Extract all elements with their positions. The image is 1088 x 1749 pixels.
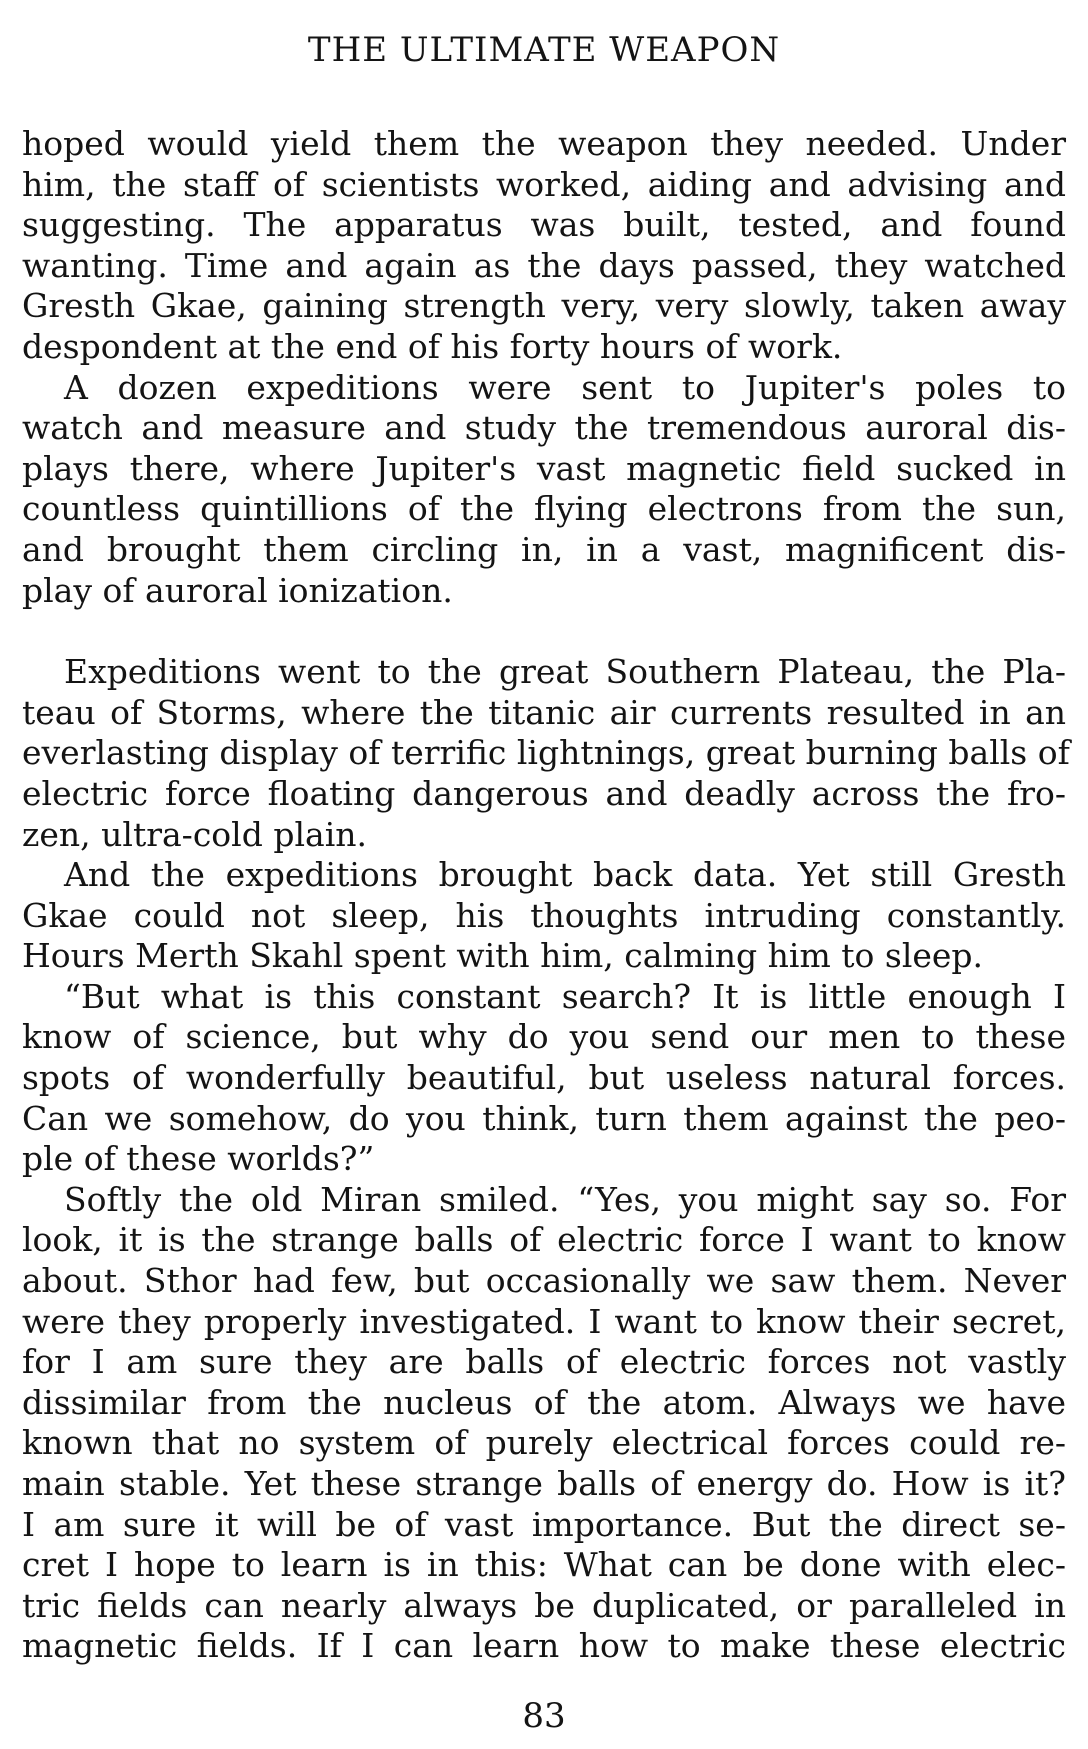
text-line: Gresth Gkae, gaining strength very, very slowly, taken away [22, 286, 1066, 326]
text-line: wanting. Time and again as the days passed, they watched [22, 245, 1066, 285]
text-line: I am sure it will be of vast importance. But the direct se- [22, 1504, 1066, 1544]
running-header: THE ULTIMATE WEAPON [307, 30, 781, 70]
text-line: spots of wonderfully beautiful, but useless natural forces. [22, 1058, 1066, 1098]
text-line: despondent at the end of his forty hours of work. [22, 326, 843, 366]
page-number: 83 [522, 1696, 566, 1736]
text-line: magnetic fields. If I can learn how to make these electric [22, 1626, 1066, 1666]
section-break [22, 611, 1066, 652]
text-line: electric force floating dangerous and deadly across the fro- [22, 773, 1066, 813]
paragraph [22, 368, 1066, 612]
text-line: hoped would yield them the weapon they needed. Under [22, 124, 1066, 163]
text-line: everlasting display of terrific lightnings, great burning balls of [22, 733, 1070, 773]
text-line: ple of these worlds?” [22, 1139, 375, 1179]
text-line: and brought them circling in, in a vast, magnificent dis- [22, 529, 1066, 569]
paragraph [22, 855, 1066, 977]
text-line: about. Sthor had few, but occasionally we saw them. Never [22, 1261, 1066, 1301]
text-line: zen, ultra-cold plain. [22, 814, 367, 854]
text-line: for I am sure they are balls of electric forces not vastly [22, 1342, 1066, 1382]
text-line: know of science, but why do you send our men to these [22, 1017, 1066, 1057]
text-line: known that no system of purely electrical forces could re- [22, 1423, 1066, 1463]
text-line: A dozen expeditions were sent to Jupiter's poles to [64, 367, 1066, 407]
text-line: cret I hope to learn is in this: What can be done with elec- [22, 1545, 1066, 1585]
text-line: him, the staff of scientists worked, aiding and advising and [22, 164, 1066, 204]
paragraph [22, 977, 1066, 1180]
text-line: tric fields can nearly always be duplicated, or paralleled in [22, 1585, 1066, 1625]
text-line: look, it is the strange balls of electric force I want to know [22, 1220, 1066, 1260]
text-line: dissimilar from the nucleus of the atom. Always we have [22, 1382, 1066, 1422]
text-line: were they properly investigated. I want to know their secret, [22, 1301, 1066, 1341]
text-line: Can we somehow, do you think, turn them against the peo- [22, 1098, 1066, 1138]
text-line: And the expeditions brought back data. Yet still Gresth [64, 855, 1066, 895]
text-line: watch and measure and study the tremendous auroral dis- [22, 408, 1066, 448]
text-line: countless quintillions of the flying electrons from the sun, [22, 489, 1066, 529]
text-line: Hours Merth Skahl spent with him, calming him to sleep. [22, 936, 984, 976]
text-line: Softly the old Miran smiled. “Yes, you might say so. For [64, 1179, 1066, 1219]
body-text [22, 124, 1070, 1667]
text-line: teau of Storms, where the titanic air currents resulted in an [22, 692, 1066, 732]
paragraph [22, 652, 1070, 855]
paragraph [22, 124, 1066, 368]
paragraph [22, 1180, 1066, 1667]
text-line: suggesting. The apparatus was built, tested, and found [22, 205, 1066, 245]
text-line: plays there, where Jupiter's vast magnetic field sucked in [22, 448, 1066, 488]
text-line: play of auroral ionization. [22, 570, 453, 610]
text-line: Gkae could not sleep, his thoughts intruding constantly. [22, 895, 1066, 935]
text-line: main stable. Yet these strange balls of energy do. How is it? [22, 1464, 1066, 1503]
text-line: “But what is this constant search? It is little enough I [64, 976, 1066, 1016]
text-line: Expeditions went to the great Southern Plateau, the Pla- [64, 652, 1066, 692]
